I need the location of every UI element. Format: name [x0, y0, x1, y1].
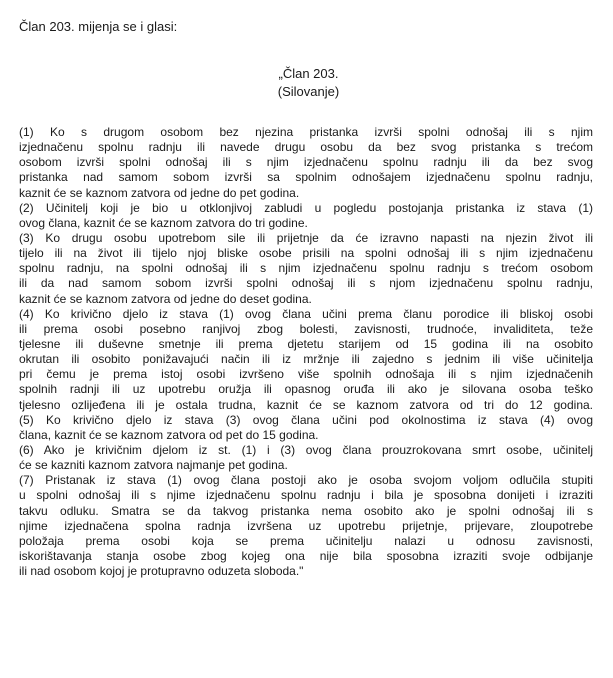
body-line: takvu odluku. Smatra se da takvog pristanka nema osobito ako je spolni odnošaj ili s	[19, 503, 593, 518]
body-line: tjelesne ili duševne smetnje ili prema djetetu starijem od 15 godina ili na osobito	[19, 336, 593, 351]
body-line: (1) Ko s drugom osobom bez njezina pristanka izvrši spolni odnošaj ili s njim	[19, 125, 593, 139]
body-line: spolnu radnju, na spolni odnošaj ili s njim izjednačenu spolnu radnju s trećom osobom	[19, 261, 593, 276]
article-title: (Silovanje)	[277, 84, 340, 99]
body-line: položaja prema osobi koja se prema učinitelju nalazi u odnosu zavisnosti,	[19, 533, 593, 548]
body-line: njime izjednačena spolna radnja izvršena uz upotrebu prijetnje, prijevare, zloupotrebe	[19, 518, 593, 533]
body-line: kaznit će se kaznom zatvora od jedne do deset godina.	[19, 291, 312, 306]
body-line: (7) Pristanak iz stava (1) ovog člana postoji ako je osoba svojom voljom odlučila stupiti	[19, 473, 593, 488]
body-line: (3) Ko drugu osobu upotrebom sile ili prijetnje da će izravno napasti na njezin život ili	[19, 230, 593, 245]
article-body	[19, 125, 593, 579]
body-line: ili nad osobom kojoj je protupravno oduzeta sloboda."	[19, 564, 304, 579]
body-line: tijelo ili na život ili tijelo njoj bliske osobe prisili na spolni odnošaj ili s njim izjednačenu	[19, 246, 593, 261]
body-line: (6) Ako je krivičnim djelom iz st. (1) i (3) ovog člana prouzrokovana smrt osobe, učinitelj	[19, 442, 593, 457]
body-line: ili da nad samom sobom izvrši spolni odnošaj ili s njom izjednačenu spolnu radnju,	[19, 276, 593, 291]
body-line: (4) Ko krivično djelo iz stava (1) ovog člana učini prema članu porodice ili bliskoj osobi	[19, 306, 593, 321]
body-line: u spolni odnošaj ili s njime izjednačenu spolnu radnju i bila je sposobna donijeti i izraziti	[19, 488, 593, 503]
body-line: osobom izvrši spolni odnošaj ili s njim izjednačenu spolnu radnju ili da bez svog	[19, 155, 593, 170]
body-line: će se kazniti kaznom zatvora najmanje pet godina.	[19, 458, 288, 473]
body-line: ovog člana, kaznit će se kaznom zatvora do tri godine.	[19, 215, 308, 230]
body-line: (2) Učinitelj koji je bio u otklonjivoj zabludi u pogledu postojanja pristanka iz stava (1)	[19, 200, 593, 215]
body-line: okrutan ili osobito ponižavajući način ili iz mržnje ili zajedno s jednim ili više učinitelja	[19, 352, 593, 367]
body-line: tjelesno ozlijeđena ili je ostala trudna, kaznit će se kaznom zatvora od tri do 12 godina.	[19, 397, 593, 412]
body-line: (5) Ko krivično djelo iz stava (3) ovog člana učini pod okolnostima iz stava (4) ovog	[19, 412, 593, 427]
body-line: pri čemu je prema istoj osobi izvršeno više spolnih odnošaja ili s njim izjednačenih	[19, 367, 593, 382]
body-line: ili prema osobi posebno ranjivoj zbog bolesti, zavisnosti, trudnoće, invaliditeta, teže	[19, 321, 593, 336]
article-number: „Član 203.	[278, 66, 339, 81]
body-line: iskorištavanja stanja osobe zbog kojeg ona nije bila sposobna izraziti svoje odbijanje	[19, 548, 593, 563]
body-line: pristanka nad samom sobom izvrši sa spolnim odnošajem izjednačenu spolnu radnju,	[19, 170, 593, 185]
body-line: kaznit će se kaznom zatvora od jedne do pet godina.	[19, 185, 300, 200]
body-line: člana, kaznit će se kaznom zatvora od pet do 15 godina.	[19, 427, 319, 442]
body-line: spolnih radnji ili uz upotrebu oružja ili opasnog oruđa ili ako je silovana osoba teško	[19, 382, 593, 397]
intro-line: Član 203. mijenja se i glasi:	[19, 19, 178, 34]
body-line: izjednačenu spolnu radnju ili navede drugu osobu da bez svog pristanka s trećom	[19, 140, 593, 155]
